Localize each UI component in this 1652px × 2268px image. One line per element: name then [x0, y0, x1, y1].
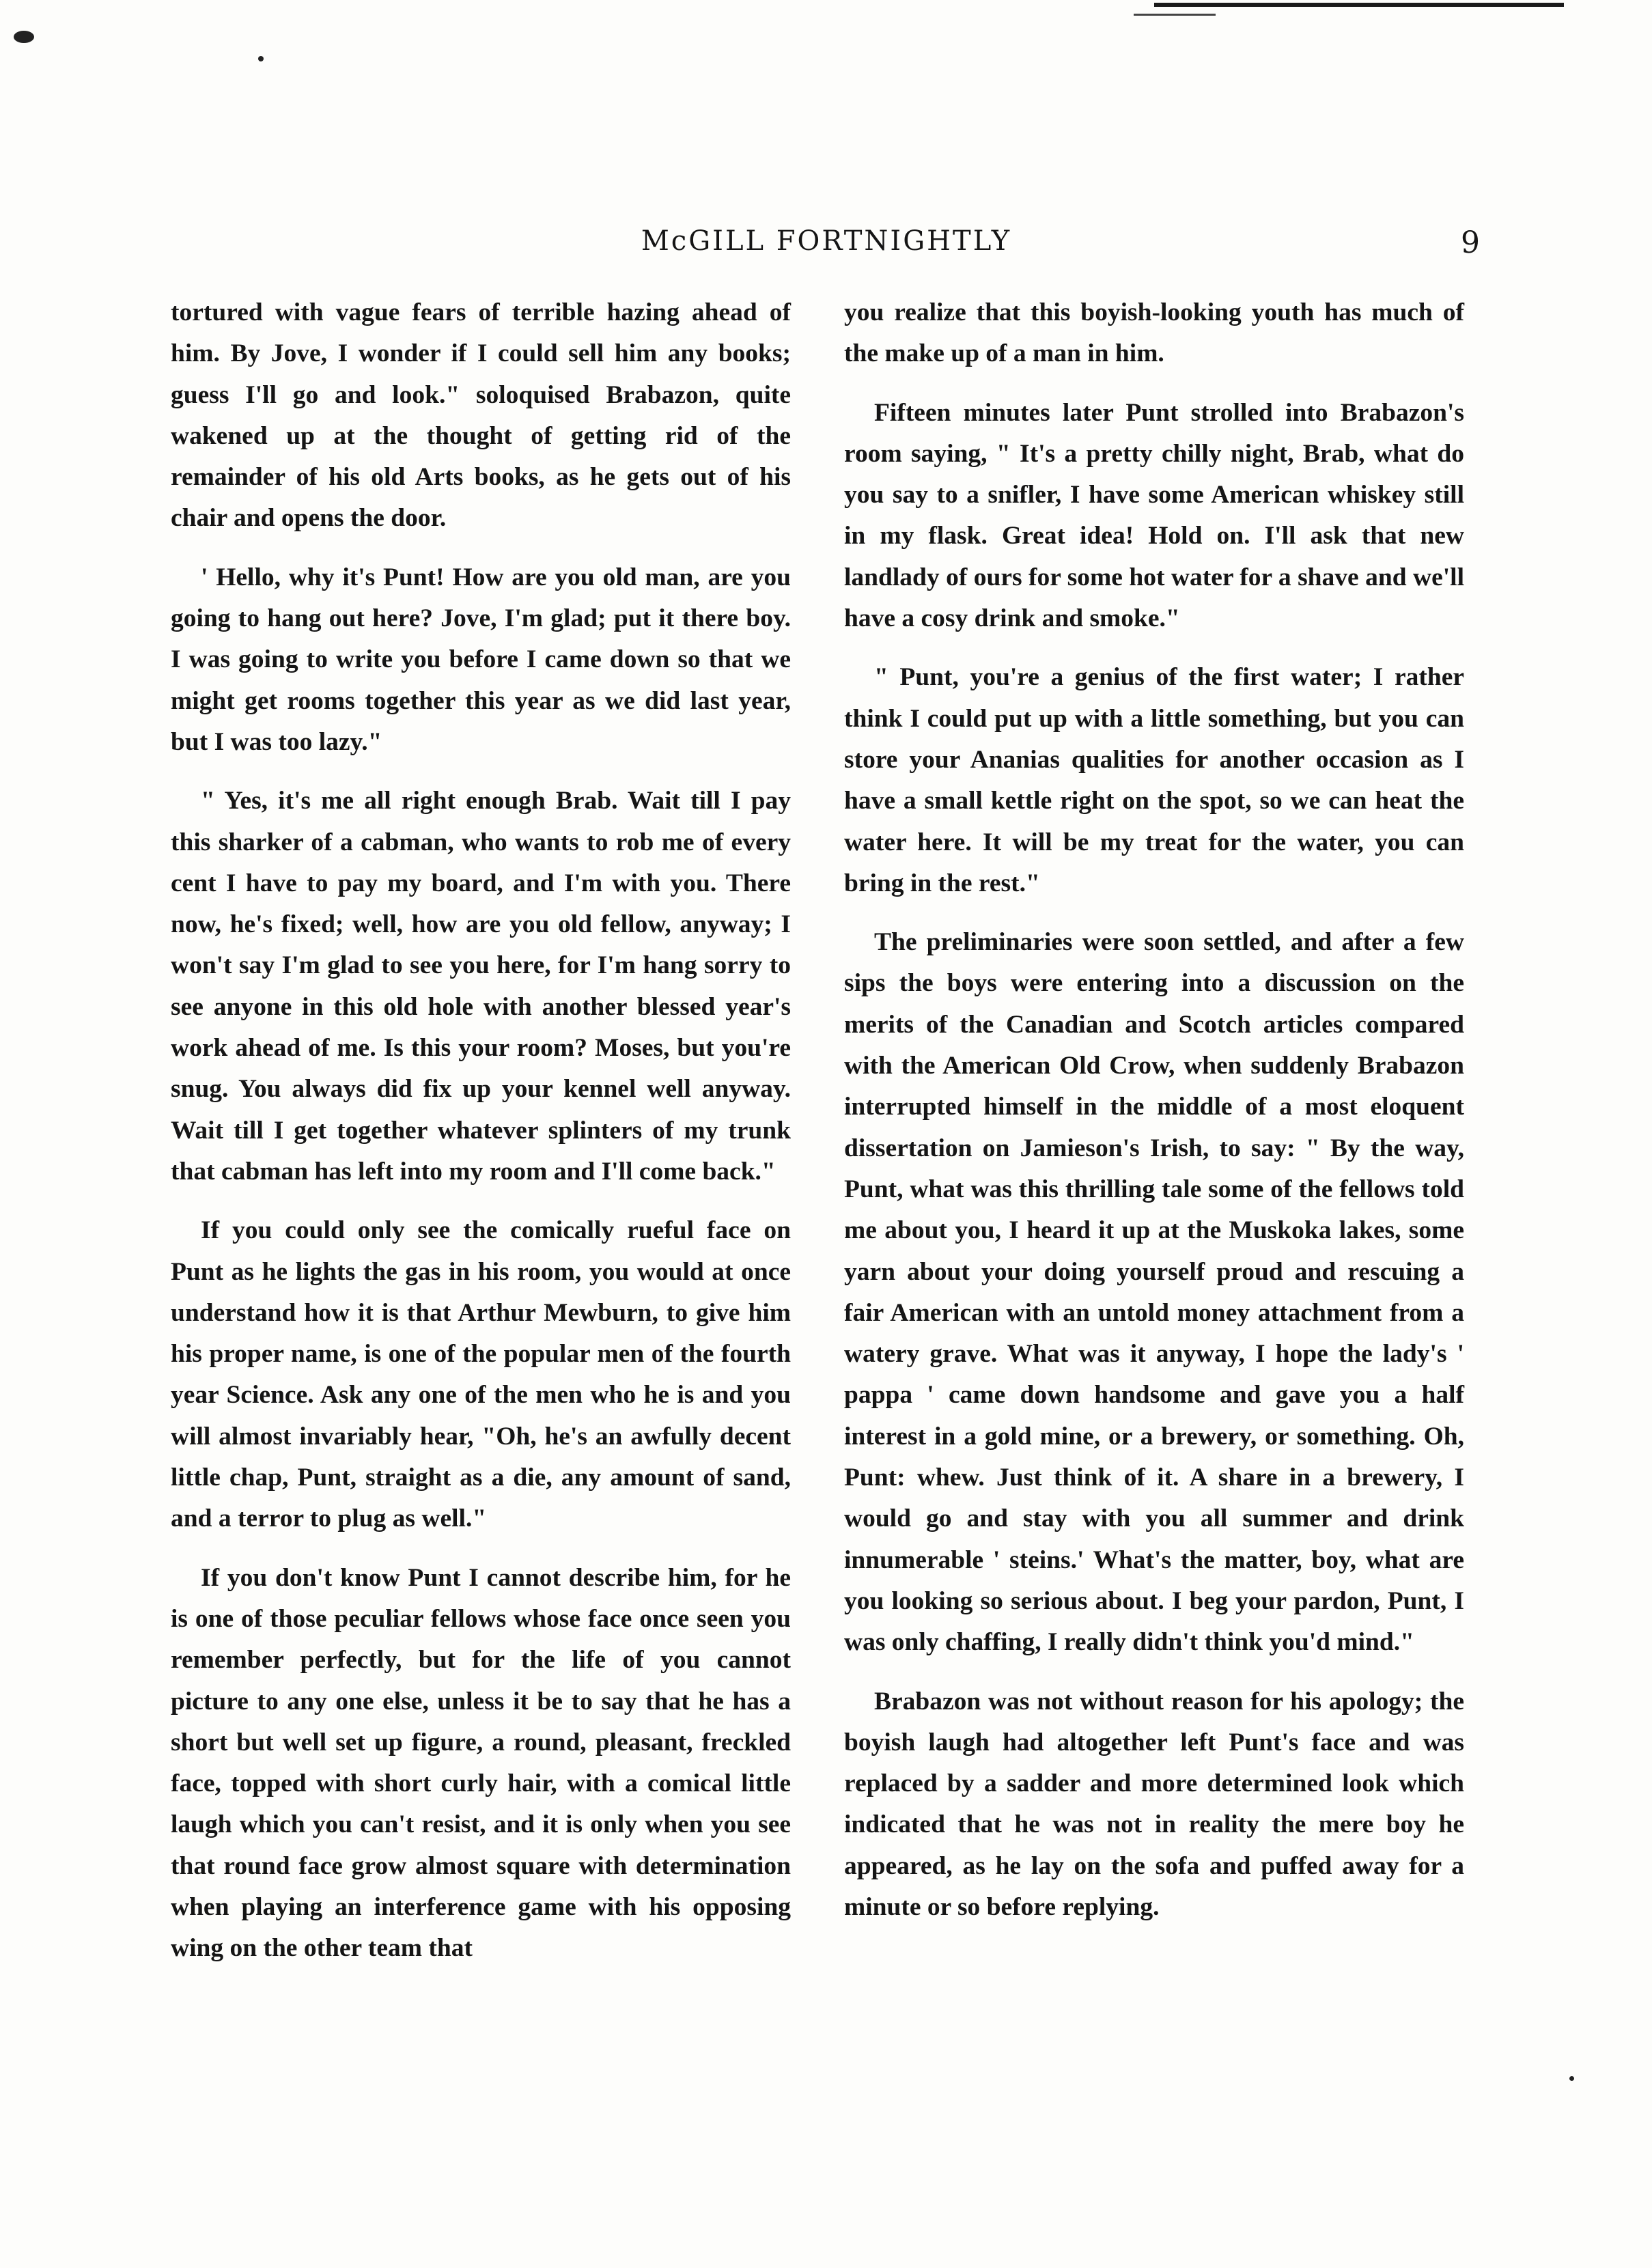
running-header — [171, 225, 1482, 273]
paragraph: ' Hello, why it's Punt! How are you old man, are you going to hang out here? Jove, I'm glad; put it there boy. I was going to write you before I came down so that we might get rooms together this year as we did last year, but I was too lazy." — [171, 563, 791, 756]
paragraph: Fifteen minutes later Punt strolled into Brabazon's room saying, " It's a pretty chilly night, Brab, what do you say to a snifler, I have some American whiskey still in my flask. Great idea! Hold on. I'll ask that new landlady of ours for some hot water for a shave and we'll have a cosy drink and smoke." — [844, 398, 1464, 633]
page-number: 9 — [1461, 225, 1482, 260]
paragraph: Brabazon was not without reason for his apology; the boyish laugh had altogether left Punt's face and was replaced by a sadder and more determined look which indicated that he was not in reality the mere boy he appeared, as he lay on the sofa and puffed away for a minute or so before replying. — [844, 1687, 1464, 1921]
paragraph: tortured with vague fears of terrible hazing ahead of him. By Jove, I wonder if I could sell him any books; guess I'll go and look." soloquised Brabazon, quite wakened up at the thought of getting rid of the remainder of his old Arts books, as he gets out of his chair and opens the door. — [171, 298, 791, 533]
paragraph: you realize that this boyish-looking youth has much of the make up of a man in him. — [844, 298, 1464, 368]
paragraph: The preliminaries were soon settled, and after a few sips the boys were entering into a discussion on the merits of the Canadian and Scotch articles compared with the American Old Crow, when suddenly Brabazon interrupted himself in the middle of a most eloquent dissertation on Jamieson's Irish, to say: " By the way, Punt, what was this thrilling tale some of the fellows told me about you, I heard it up at the Muskoka lakes, some yarn about your doing yourself proud and rescuing a fair American with an untold money attachment from a watery grave. What was it anyway, I hope the lady's ' pappa ' came down handsome and gave you a half interest in a gold mine, or a brewery, or something. Oh, Punt: whew. Just think of it. A share in a brewery, I would go and stay with you all summer and drink innumerable ' steins.' What's the matter, boy, what are you looking so serious about. I beg your pardon, Punt, I was only chaffing, I really didn't think you'd mind." — [844, 928, 1464, 1657]
top-rule — [1154, 3, 1564, 7]
paragraph: If you don't know Punt I cannot describe him, for he is one of those peculiar fellows whose face once seen you remember perfectly, but for the life of you cannot picture to any one else, unless it be to say that he has a short but well set up figure, a round, pleasant, freckled face, topped with short curly hair, with a comical little laugh which you can't resist, and it is only when you see that round face grow almost square with determination when playing an interference game with his opposing wing on the other team that — [171, 1563, 791, 1963]
top-rule-short — [1134, 14, 1216, 16]
left-column — [171, 292, 791, 1987]
scan-speck — [258, 56, 264, 61]
paragraph: " Yes, it's me all right enough Brab. Wait till I pay this sharker of a cabman, who wants to rob me of every cent I have to pay my board, and I'm with you. There now, he's fixed; well, how are you old fellow, anyway; I won't say I'm glad to see you here, for I'm hang sorry to see anyone in this old hole with another blessed year's work ahead of me. Is this your room? Moses, but you're snug. You always did fix up your kennel well anyway. Wait till I get together whatever splinters of my trunk that cabman has left into my room and I'll come back." — [171, 787, 791, 1186]
journal-title: McGILL FORTNIGHTLY — [641, 225, 1012, 257]
paragraph: If you could only see the comically rueful face on Punt as he lights the gas in his room, you would at once understand how it is that Arthur Mewburn, to give him his proper name, is one of the popular men of the fourth year Science. Ask any one of the men who he is and you will almost invariably hear, "Oh, he's an awfully decent little chap, Punt, straight as a die, any amount of sand, and a terror to plug as well." — [171, 1216, 791, 1533]
paragraph: " Punt, you're a genius of the first water; I rather think I could put up with a little something, but you can store your Ananias qualities for another occasion as I have a small kettle right on the spot, so we can heat the water here. It will be my treat for the water, you can bring in the rest." — [844, 663, 1464, 897]
scan-speck — [1569, 2076, 1574, 2081]
scan-speck — [14, 31, 34, 43]
right-column — [844, 292, 1464, 1946]
